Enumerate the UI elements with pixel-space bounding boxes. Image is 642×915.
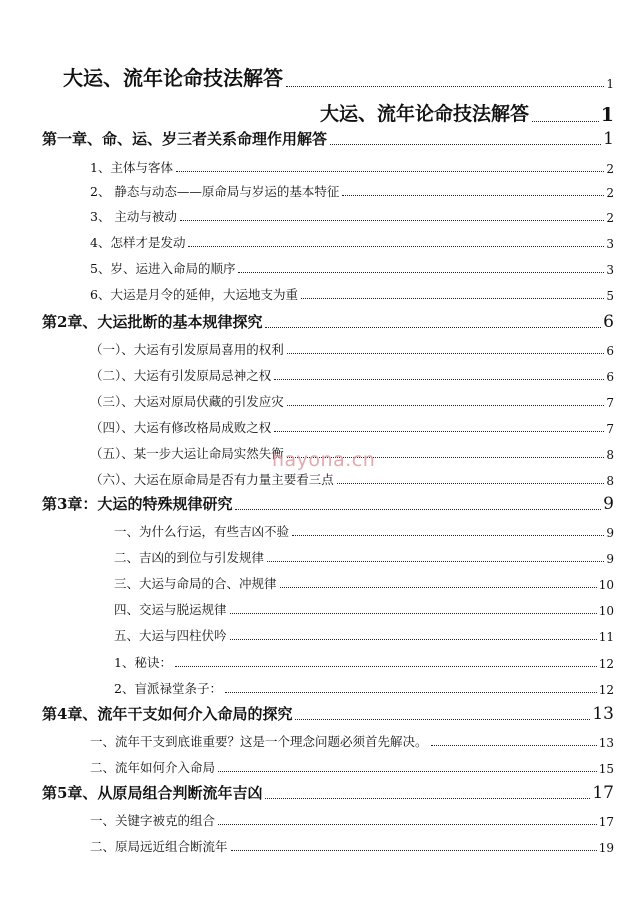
toc-item[interactable]: [114, 574, 614, 592]
toc-item-text: （五）、某一步大运让命局实然失衡: [90, 446, 284, 461]
dot-leader: [330, 144, 601, 145]
toc-page-number: 12: [598, 683, 614, 697]
toc-chapter-title: 第一章、命、运、岁三者关系命理作用解答: [42, 130, 328, 148]
toc-item[interactable]: [90, 207, 614, 225]
toc-page-number: 17: [592, 783, 614, 803]
toc-item-text: 一、关键字被克的组合: [90, 813, 216, 828]
dot-leader: [292, 535, 604, 536]
dot-leader: [188, 246, 604, 247]
toc-item[interactable]: [90, 758, 614, 776]
toc-page-number: 9: [606, 526, 614, 540]
toc-page-number: 9: [606, 552, 614, 566]
toc-chapter-title: 第5章、从原局组合判断流年吉凶: [42, 784, 263, 802]
dot-leader: [287, 353, 605, 354]
toc-item-text: 四、交运与脱运规律: [114, 602, 227, 617]
toc-item-text: （三）、大运对原局伏藏的引发应灾: [90, 394, 284, 409]
toc-item-text: 4、怎样才是发动: [90, 235, 186, 250]
dot-leader: [176, 171, 604, 172]
toc-item-text: 一、为什么行运，有些吉凶不验: [114, 524, 290, 539]
toc-chapter-title: 第2章、大运批断的基本规律探究: [42, 313, 263, 331]
dot-leader: [337, 483, 605, 484]
toc-page-number: 13: [592, 704, 614, 724]
toc-page-number: 19: [598, 841, 614, 855]
toc-page-number: 6: [606, 344, 614, 358]
toc-item-text: 1、秘诀：: [114, 655, 172, 670]
toc-item[interactable]: [90, 732, 614, 750]
toc-item[interactable]: [90, 158, 614, 176]
toc-item[interactable]: [90, 392, 614, 410]
toc-page-number: 10: [598, 604, 614, 618]
toc-page-number: 8: [606, 474, 614, 488]
dot-leader: [175, 666, 597, 667]
dot-leader: [218, 771, 597, 772]
toc-item-text: （二）、大运有引发原局忌神之权: [90, 368, 272, 383]
toc-item-text: 5、岁、运进入命局的顺序: [90, 261, 236, 276]
toc-page-number: 3: [606, 263, 614, 277]
toc-page-number: 1: [603, 129, 614, 149]
toc-page-number: 6: [603, 312, 614, 332]
dot-leader: [230, 639, 597, 640]
toc-page-number: 5: [606, 289, 614, 303]
toc-item-text: 2、盲派禄堂条子：: [114, 681, 222, 696]
toc-item[interactable]: [90, 418, 614, 436]
dot-leader: [274, 379, 604, 380]
toc-chapter-1[interactable]: [42, 128, 614, 149]
toc-item[interactable]: [114, 653, 614, 671]
toc-item[interactable]: [90, 837, 614, 855]
dot-leader: [267, 561, 604, 562]
toc-page-number: 3: [606, 237, 614, 251]
toc-item[interactable]: [114, 600, 614, 618]
toc-page-number: 10: [598, 578, 614, 592]
toc-item[interactable]: [90, 233, 614, 251]
dot-leader: [295, 719, 590, 720]
toc-page-number: 6: [606, 370, 614, 384]
toc-page-number: 2: [606, 186, 614, 200]
toc-page-number: 9: [603, 494, 614, 514]
watermark: hayona.cn: [272, 449, 376, 471]
toc-item-text: 6、大运是月令的延伸，大运地支为重: [90, 287, 298, 302]
toc-item-text: 一、流年干支到底谁重要？这是一个理念问题必须首先解决。: [90, 734, 428, 749]
dot-leader: [287, 405, 605, 406]
dot-leader: [431, 745, 597, 746]
toc-page-number: 15: [598, 762, 614, 776]
toc-page-number: 13: [598, 736, 614, 750]
toc-item[interactable]: [114, 522, 614, 540]
dot-leader: [342, 195, 604, 196]
toc-page-number: 12: [598, 657, 614, 671]
toc-entry-main-title[interactable]: [63, 62, 614, 91]
toc-page-number: 1: [606, 77, 614, 91]
toc-item[interactable]: [114, 679, 614, 697]
toc-item-text: 二、原局远近组合断流年: [90, 839, 228, 854]
dot-leader: [180, 220, 604, 221]
toc-entry-text: 大运、流年论命技法解答: [320, 103, 530, 125]
toc-page-number: 2: [606, 211, 614, 225]
dot-leader: [301, 298, 604, 299]
toc-item[interactable]: [114, 548, 614, 566]
toc-entry-text: 大运、流年论命技法解答: [63, 66, 283, 90]
toc-item-text: 二、吉凶的到位与引发规律: [114, 550, 265, 565]
toc-item-text: （四）、大运有修改格局成败之权: [90, 420, 272, 435]
dot-leader: [532, 121, 599, 122]
toc-item[interactable]: [90, 182, 614, 200]
toc-chapter-3[interactable]: [42, 493, 614, 514]
toc-chapter-2[interactable]: [42, 311, 614, 332]
dot-leader: [286, 86, 604, 87]
toc-item-text: 3、 主动与被动: [90, 209, 177, 224]
toc-page-number: 1: [600, 104, 614, 126]
toc-page-number: 17: [598, 815, 614, 829]
toc-page-number: 2: [606, 162, 614, 176]
toc-entry-title-repeat[interactable]: [320, 99, 614, 126]
toc-chapter-5[interactable]: [42, 782, 614, 803]
toc-item[interactable]: [114, 626, 614, 644]
toc-item-text: （一）、大运有引发原局喜用的权利: [90, 342, 284, 357]
toc-item[interactable]: [90, 470, 614, 488]
dot-leader: [238, 272, 604, 273]
toc-page-number: 7: [606, 422, 614, 436]
toc-item[interactable]: [90, 340, 614, 358]
toc-chapter-4[interactable]: [42, 703, 614, 724]
dot-leader: [231, 850, 597, 851]
toc-item[interactable]: [90, 259, 614, 277]
dot-leader: [265, 327, 601, 328]
toc-item-text: 五、大运与四柱伏吟: [114, 628, 227, 643]
toc-chapter-title: 第3章：大运的特殊规律研究: [42, 495, 233, 513]
toc-item-text: 三、大运与命局的合、冲规律: [114, 576, 277, 591]
toc-item-text: 1、主体与客体: [90, 160, 173, 175]
toc-item[interactable]: [90, 285, 614, 303]
dot-leader: [265, 798, 590, 799]
toc-page-number: 8: [606, 448, 614, 462]
dot-leader: [218, 824, 597, 825]
toc-item-text: 二、流年如何介入命局: [90, 760, 216, 775]
toc-item-text: 2、 静态与动态——原命局与岁运的基本特征: [90, 184, 340, 199]
dot-leader: [225, 692, 597, 693]
toc-item[interactable]: [90, 811, 614, 829]
dot-leader: [280, 587, 597, 588]
toc-page-number: 7: [606, 396, 614, 410]
dot-leader: [235, 509, 601, 510]
toc-item-text: （六）、大运在原命局是否有力量主要看三点: [90, 472, 334, 487]
toc-page-number: 11: [598, 630, 614, 644]
toc-chapter-title: 第4章、流年干支如何介入命局的探究: [42, 705, 293, 723]
toc-item[interactable]: [90, 366, 614, 384]
dot-leader: [230, 613, 597, 614]
dot-leader: [274, 431, 604, 432]
